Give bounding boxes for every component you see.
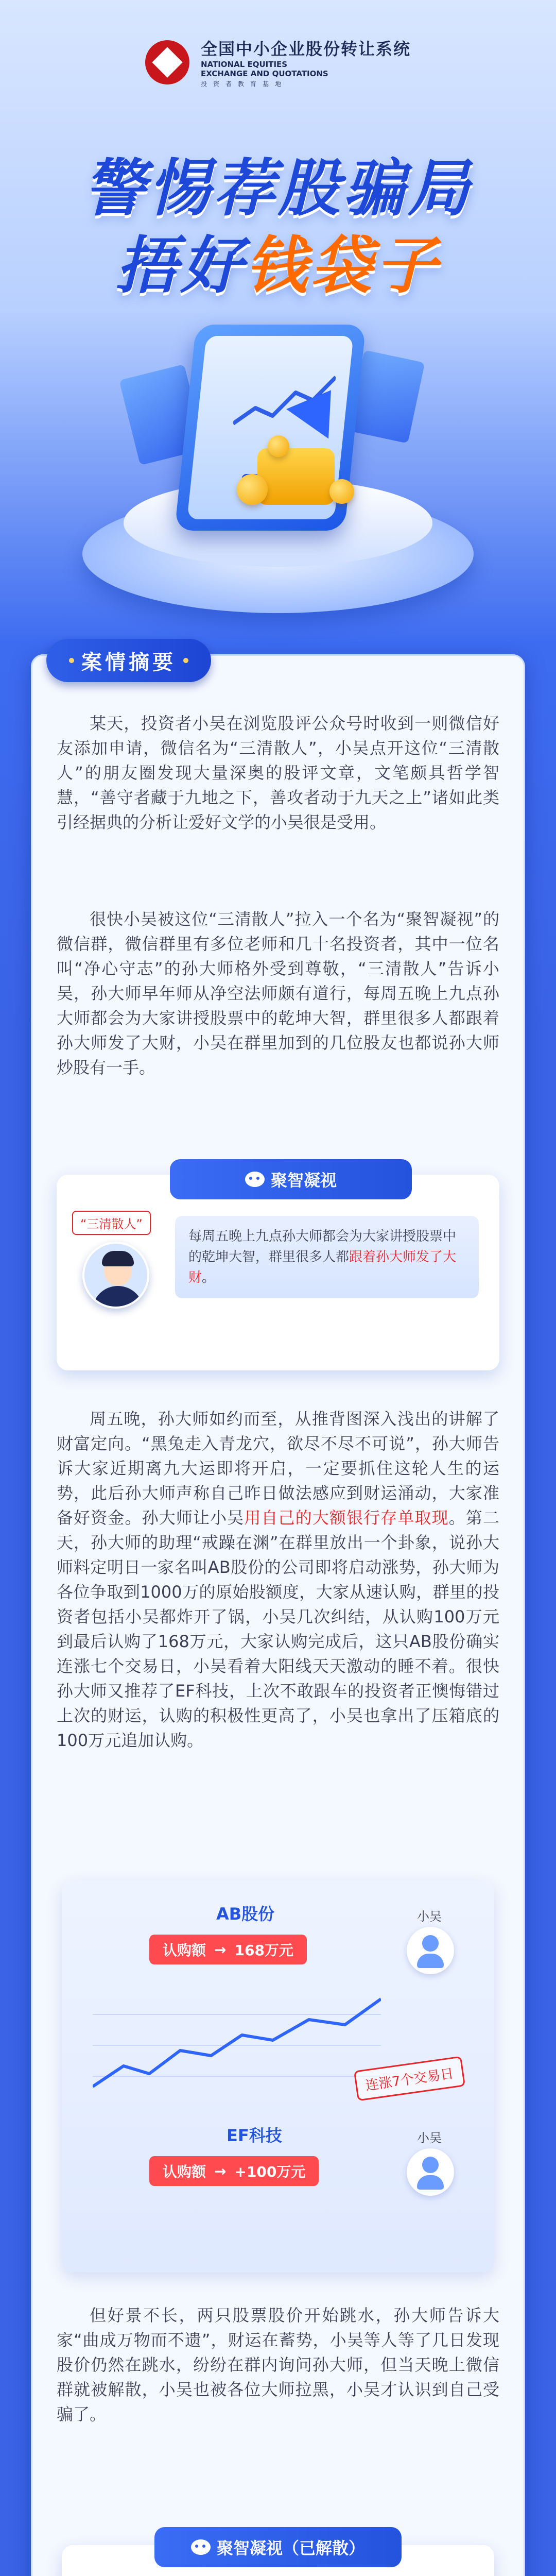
ab-price-chart <box>93 1989 381 2097</box>
hero-illustration <box>0 309 556 629</box>
chat-group-header-2 <box>154 2527 402 2567</box>
ef-user-label: 小吴 <box>417 2131 442 2145</box>
chat-bubble <box>175 1216 479 1298</box>
ab-amount: 168万元 <box>234 1942 293 1959</box>
dot-icon <box>69 658 74 663</box>
case-paragraph-2: 很快小吴被这位“三清散人”拉入一个名为“聚智凝视”的微信群，微信群里有多位老师和几十名投资者，其中一位名叫“净心守志”的孙大师格外受到尊敬，“三清散人”告诉小吴，孙大师早年师从净空法师颇有道行，每周五晚上九点孙大师都会为大家讲授股票中的乾坤大智，群里很多人都跟着孙大师发了大财，小吴在群里加到的几位股友也都说孙大师炒股有一手。 <box>57 909 499 1077</box>
arrow-right-icon: → <box>214 2162 227 2180</box>
logo-en-line1: NATIONAL EQUITIES <box>200 60 288 69</box>
bubble-end: 。 <box>202 1270 216 1285</box>
case-paragraph-4: 但好景不长，两只股票股价开始跳水，孙大师告诉大家“曲成万物而不遗”，财运在蓄势，小吴等人等了几日发现股价仍然在跳水，纷纷在群内询问孙大师，但当天晚上微信群就被解散，小吴也被各位大师拉黑，小吴才认识到自己受骗了。 <box>57 2306 499 2424</box>
stock-panel <box>62 1880 494 2272</box>
case-paragraph-1: 某天，投资者小吴在浏览股评公众号时收到一则微信好友添加申请，微信名为“三清散人”，小吴点开这位“三清散人”的朋友圈发现大量深奥的股评文章，文笔颇具哲学智慧，“善守者藏于九地之下，善攻者动于九天之上”诸如此类引经据典的分析让爱好文学的小吴很是受用。 <box>57 714 499 832</box>
chat2-group-name: 聚智凝视（已解散） <box>216 2538 365 2558</box>
logo-header <box>0 36 556 88</box>
logo-cn: 全国中小企业股份转让系统 <box>200 39 411 59</box>
page-title-line2 <box>0 216 556 305</box>
wallet-icon <box>257 448 335 505</box>
coin-icon <box>268 435 289 457</box>
ab-subscribe-pill <box>149 1935 307 1964</box>
coin-icon <box>329 479 354 504</box>
coin-icon <box>237 474 268 505</box>
avatar <box>82 1242 149 1309</box>
p3-red: 用自己的大额银行存单取现 <box>244 1508 449 1528</box>
user-icon <box>407 2148 454 2196</box>
ef-stock-name: EF科技 <box>227 2126 282 2145</box>
ab-stock-name: AB股份 <box>216 1904 275 1924</box>
p3-text-a: 周五晚，孙大师如约而至，从推背图深入浅出的讲解了财富定向。“黑兔走入青龙穴，欲尽不尽不可说”，孙大师告诉大家近期离九大运即将开启，一定要抓住这轮人生的运势，此后孙大师声称自己昨日做法感应到财运涌动，大家准备好资金。孙大师让小吴 <box>57 1409 499 1528</box>
title-part-a: 捂好 <box>116 230 246 302</box>
ab-label: 认购额 <box>163 1942 206 1959</box>
arrow-right-icon: → <box>214 1941 227 1958</box>
ef-label: 认购额 <box>163 2163 206 2180</box>
chat1-group-name: 聚智凝视 <box>270 1171 337 1190</box>
neeq-logo-icon <box>145 40 189 84</box>
ef-amount: +100万元 <box>234 2163 306 2180</box>
user-icon <box>407 1927 454 1974</box>
bubble-text: 每周五晚上九点孙大师都会为大家讲授股票中的乾坤大智，群里很多人都 <box>188 1229 457 1265</box>
chat-group-header-1 <box>170 1159 412 1199</box>
page-title-line1: 警惕荐股骗局 <box>83 153 473 225</box>
ef-subscribe-pill <box>149 2156 319 2186</box>
dot-icon <box>183 658 188 663</box>
rise-stamp: 连涨7个交易日 <box>354 2056 465 2102</box>
bubble-red-text: 跟着孙大师发了大财 <box>188 1249 457 1285</box>
title-part-b: 钱袋子 <box>246 230 440 302</box>
p3-text-b: 。第二天，孙大师的助理“戒躁在渊”在群里放出一个卦象，说孙大师料定明日一家名叫AB股份的公司即将启动涨势，孙大师为各位争取到1000万的原始股额度，大家从速认购，群里的投资者包括小吴都炸开了锅，小吴几次纠结，从认购100万元到最后认购了168万元，大家认购完成后，这只AB股份确实连涨七个交易日，小吴看着大阳线天天激动的睡不着。很快孙大师又推荐了EF科技，上次不敢跟车的投资者正懊悔错过上次的财运，认购的积极性更高了，小吴也拿出了压箱底的100万元追加认购。 <box>57 1508 499 1750</box>
logo-text <box>201 36 411 88</box>
ab-user-label: 小吴 <box>417 1909 442 1924</box>
sender-name-tag: “三清散人” <box>72 1211 151 1235</box>
wechat-icon <box>191 2539 211 2555</box>
logo-en-line2: EXCHANGE AND QUOTATIONS <box>200 69 328 78</box>
case-paragraph-3 <box>57 1406 499 1753</box>
section-title <box>46 639 211 682</box>
wechat-icon <box>245 1172 265 1187</box>
section-title-text: 案情摘要 <box>81 650 176 674</box>
logo-sub: 投资者教育基地 <box>200 80 287 88</box>
